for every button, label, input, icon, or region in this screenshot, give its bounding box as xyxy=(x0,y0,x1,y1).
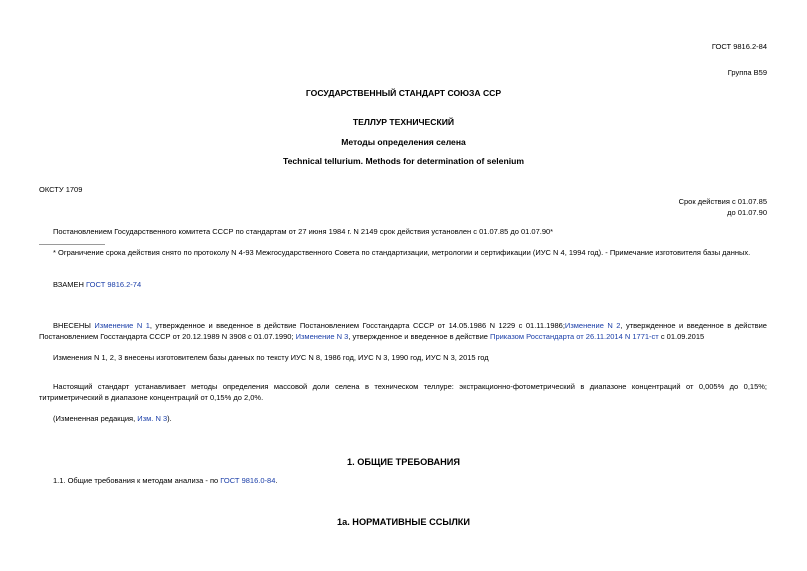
validity-to: до 01.07.90 xyxy=(727,208,767,217)
methods-title-en: Technical tellurium. Methods for determination of selenium xyxy=(283,156,524,166)
replaced-label: ВЗАМЕН xyxy=(53,280,87,289)
section-1-heading: 1. ОБЩИЕ ТРЕБОВАНИЯ xyxy=(347,457,460,467)
subject-title: ТЕЛЛУР ТЕХНИЧЕСКИЙ xyxy=(352,117,455,127)
amendment-2-link[interactable]: Изменение N 2 xyxy=(564,321,621,330)
amendment-1-link[interactable]: Изменение N 1 xyxy=(94,321,150,330)
okstu-code: ОКСТУ 1709 xyxy=(39,185,83,194)
section-1-item-text: 1.1. Общие требования к методам анализа - по xyxy=(53,476,221,485)
revision-link[interactable]: Изм. N 3 xyxy=(137,414,168,423)
changes-note: Изменения N 1, 2, 3 внесены изготовителем базы данных по тексту ИУС N 8, 1986 год, ИУС N 3, 1990 год, ИУС N 3, 2015 год xyxy=(53,353,489,362)
amendments-label: ВНЕСЕНЫ xyxy=(53,321,95,330)
amendment-1-text: , утвержденное и введенное в действие Постановлением Госстандарта СССР от 14.05.1986 N 1229 с 01.11.1986; xyxy=(149,321,565,330)
revision-before: (Измененная редакция, xyxy=(53,414,138,423)
section-1a-heading: 1а. НОРМАТИВНЫЕ ССЫЛКИ xyxy=(336,517,471,527)
methods-title-ru: Методы определения селена xyxy=(341,137,466,147)
scope-paragraph xyxy=(39,382,767,403)
revision-note xyxy=(53,414,172,424)
replaced-standard-link[interactable]: ГОСТ 9816.2-74 xyxy=(86,280,142,289)
section-1-item-end: . xyxy=(275,476,278,485)
decree-text: Постановлением Государственного комитета СССР по стандартам от 27 июня 1984 г. N 2149 срок действия установлен с 01.07.85 до 01.07.90* xyxy=(53,227,554,236)
validity-from: Срок действия с 01.07.85 xyxy=(678,197,767,206)
replaced-standard xyxy=(53,280,141,290)
gost-9816-0-link[interactable]: ГОСТ 9816.0-84 xyxy=(220,476,276,485)
footnote-divider xyxy=(39,244,105,245)
rosstandart-order-link[interactable]: Приказом Росстандарта от 26.11.2014 N 1771-ст xyxy=(490,331,659,341)
footnote-text: * Ограничение срока действия снято по протоколу N 4-93 Межгосударственного Совета по стандартизации, метрологии и сертификации (ИУС N 4, 1994 год). - Примечание изготовителя базы данных. xyxy=(53,248,751,257)
document-code: ГОСТ 9816.2-84 xyxy=(711,42,767,51)
amendment-3-text: , утвержденное и введенное в действие xyxy=(348,331,491,341)
document-group: Группа В59 xyxy=(727,68,767,77)
section-1-item xyxy=(53,476,277,486)
amendment-3-link[interactable]: Изменение N 3 xyxy=(295,331,349,341)
scope-text: Настоящий стандарт устанавливает методы определения массовой доли селена в техническом теллуре: экстракционно-фотометрический в диапазоне концентраций от 0,005% до 0,15%; титриметрический в диапазоне концентраций от 0,15% до 2,0%. xyxy=(39,382,767,402)
revision-after: ). xyxy=(167,414,172,423)
amendment-3-date: с 01.09.2015 xyxy=(658,331,705,341)
amendment-2-text: , утвержденное и введенное в действие Постановлением Госстандарта СССР от 20.12.1989 N 3908 с 01.07.1990; xyxy=(39,321,767,341)
amendments-paragraph xyxy=(39,321,767,342)
standard-title: ГОСУДАРСТВЕННЫЙ СТАНДАРТ СОЮЗА ССР xyxy=(305,88,502,98)
